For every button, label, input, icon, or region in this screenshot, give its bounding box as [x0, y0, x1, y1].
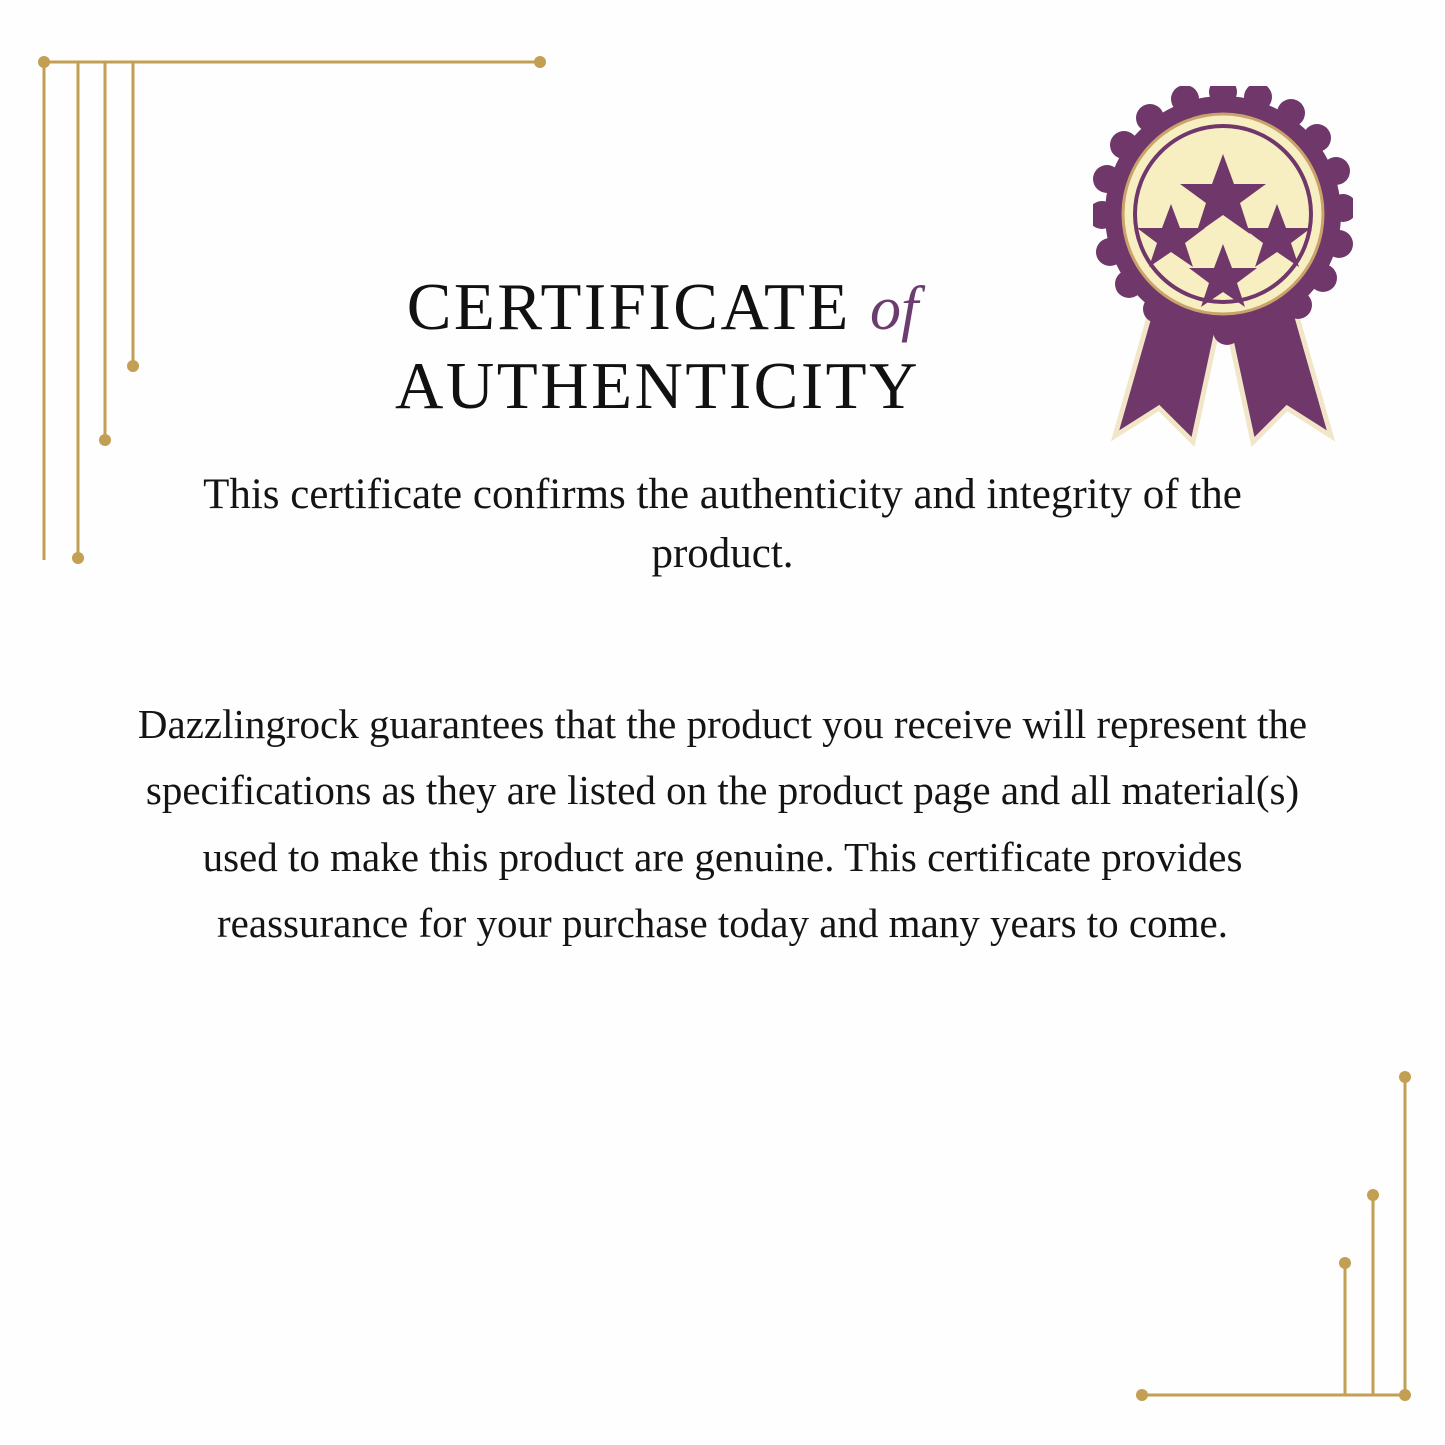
certificate-lede: This certificate confirms the authenticity and integrity of the product. — [203, 471, 1242, 577]
certificate-body-paragraph: Dazzlingrock guarantees that the product you receive will represent the specifications as they are listed on the product page and all material(s) used to make this product are genuine. This certificate provides reassurance for your purchase today and many years to come. — [137, 700, 1308, 947]
certificate-body — [0, 691, 1445, 957]
title-main-text: CERTIFICATE — [406, 270, 851, 344]
page-title — [0, 272, 1445, 422]
title-of-text: of — [870, 275, 919, 343]
title-line-two: AUTHENTICITY — [395, 349, 920, 424]
title-line-one — [0, 272, 1445, 343]
